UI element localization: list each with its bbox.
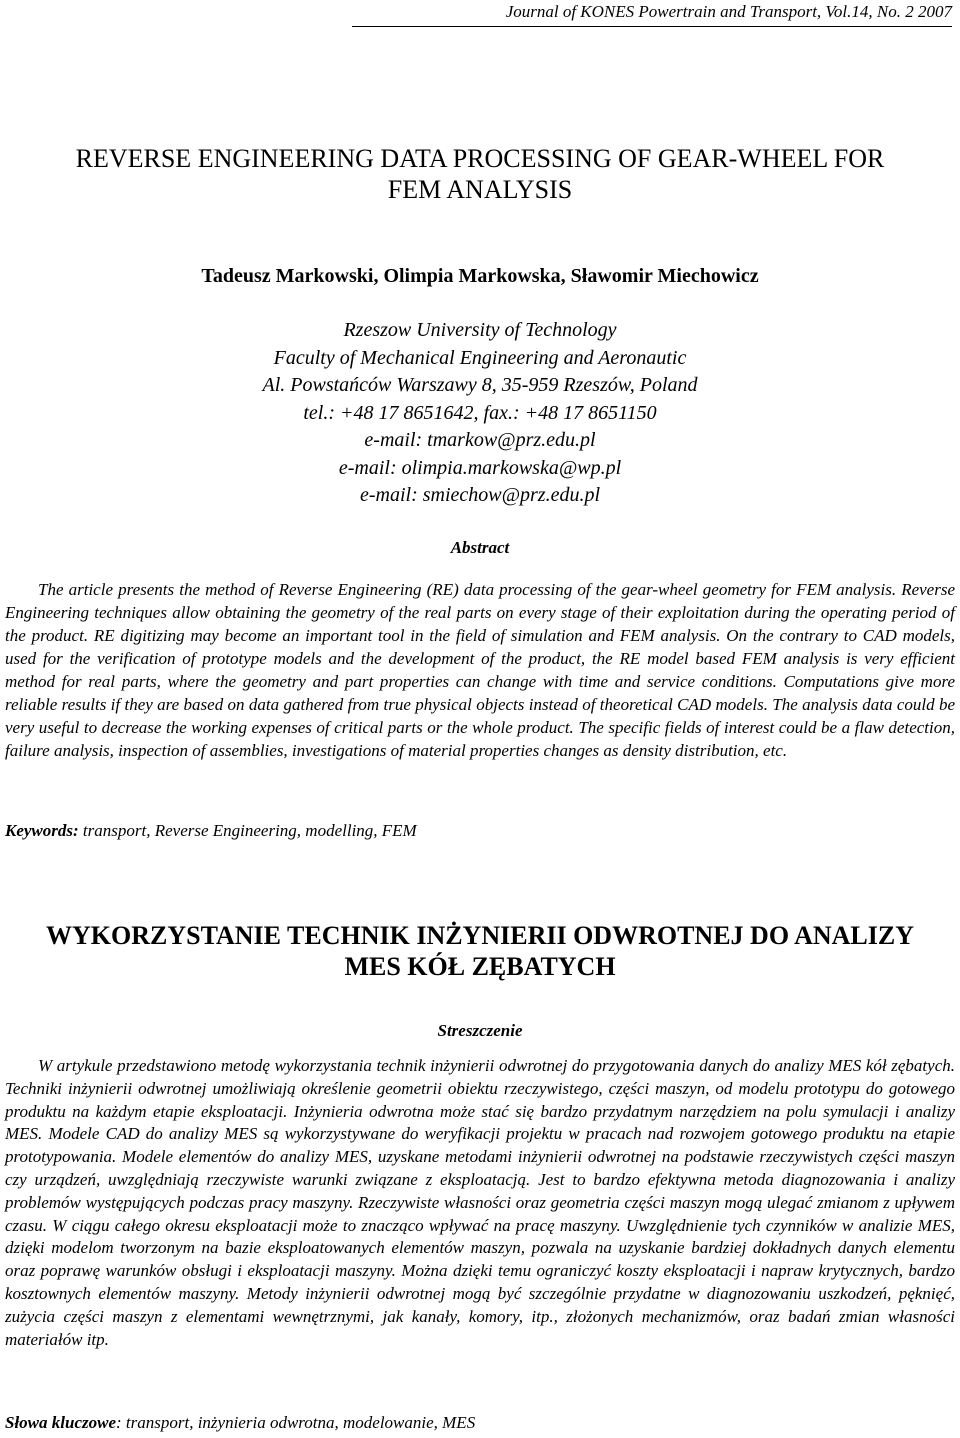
paper-title-line-2: FEM ANALYSIS (387, 175, 573, 204)
affiliation-university: Rzeszow University of Technology (343, 319, 617, 341)
streszczenie-text: W artykule przedstawiono metodę wykorzystania technik inżynierii odwrotnej do przygotowania danych do analizy MES kół zębatych. Techniki inżynierii odwrotnej umożliwiają określenie geometrii obiektu rzeczywistego, części maszyn, od modelu prototypu do gotowego produktu na każdym etapie eksploatacji. Inżynieria odwrotna może stać się bardzo przydatnym narzędziem na polu symulacji i analizy MES. Modele CAD do analizy MES są wykorzystywane do weryfikacji projektu w pracach nad rozwojem gotowego produktu na etapie prototypowania. Modele elementów do analizy MES, uzyskane metodami inżynierii odwrotnej na podstawie rzeczywistych części maszyn czy urządzeń, uwzględniają rzeczywiste warunki związane z eksploatacją. Jest to bardzo efektywna metoda diagnozowania i analizy problemów występujących podczas pracy maszyny. Rzeczywiste własności oraz geometria części maszyn mogą ulegać zmianom z upływem czasu. W ciągu całego okresu eksploatacji może to znacząco wpływać na pracę maszyny. Uwzględnienie tych czynników w analizie MES, dzięki modelom tworzonym na bazie eksploatowanych elementów maszyn, pozwala na uzyskanie bardziej dokładnych danych elementu oraz poprawę warunków obsługi i eksploatacji maszyny. Można dzięki temu ograniczyć koszty eksploatacji i napraw krytycznych, bardzo kosztownych elementów maszyny. Metody inżynierii odwrotnej mogą być szczególnie przydatne w diagnozowaniu uszkodzeń, pęknięć, zużycia części maszyn z elementami wewnętrznymi, jak kanały, komory, itp., złożonych mechanizmów, oraz badań zmian własności materiałów itp. (5, 1056, 955, 1349)
authors: Tadeusz Markowski, Olimpia Markowska, Sławomir Miechowicz (201, 265, 759, 287)
polish-title-line-1: WYKORZYSTANIE TECHNIK INŻYNIERII ODWROTNEJ DO ANALIZY (45, 921, 915, 950)
abstract-heading: Abstract (450, 538, 510, 557)
paper-title (0, 143, 960, 205)
abstract-text: The article presents the method of Reverse Engineering (RE) data processing of the gear-wheel geometry for FEM analysis. Reverse Engineering techniques allow obtaining the geometry of the real parts on every stage of their exploitation during the operating period of the product. RE digitizing may become an important tool in the field of simulation and FEM analysis. On the contrary to CAD models, used for the verification of prototype models and the development of the product, the RE model based FEM analysis is very efficient method for real parts, where the geometry and part properties can change with time and service conditions. Computations give more reliable results if they are based on data gathered from true physical objects instead of theoretical CAD models. The analysis data could be very useful to decrease the working expenses of critical parts or the whole product. The specific fields of interest could be a flaw detection, failure analysis, inspection of assemblies, investigations of material properties changes as density distribution, etc. (5, 580, 955, 760)
affiliation-phone: tel.: +48 17 8651642, fax.: +48 17 8651150 (303, 401, 657, 424)
affiliation-email-3: e-mail: smiechow@prz.edu.pl (359, 484, 601, 506)
affiliation-email-2: e-mail: olimpia.markowska@wp.pl (338, 456, 622, 479)
affiliation-address: Al. Powstańców Warszawy 8, 35-959 Rzeszów, Poland (262, 374, 698, 396)
affiliation (0, 317, 960, 510)
polish-keywords (5, 1411, 955, 1435)
polish-title-line-2: MES KÓŁ ZĘBATYCH (344, 952, 616, 981)
journal-header: Journal of KONES Powertrain and Transport, Vol.14, No. 2 2007 (352, 0, 952, 27)
paper-title-line-1: REVERSE ENGINEERING DATA PROCESSING OF GEAR-WHEEL FOR (75, 144, 885, 173)
affiliation-faculty: Faculty of Mechanical Engineering and Aeronautic (273, 346, 687, 369)
affiliation-email-1: e-mail: tmarkow@prz.edu.pl (364, 429, 596, 451)
polish-keywords-label: Słowa kluczowe (5, 1413, 116, 1432)
keywords-label: Keywords: (5, 821, 79, 840)
streszczenie-heading: Streszczenie (437, 1021, 523, 1040)
keywords-text: transport, Reverse Engineering, modelling, FEM (78, 821, 417, 840)
keywords (5, 819, 955, 843)
polish-keywords-text: : transport, inżynieria odwrotna, modelowanie, MES (116, 1413, 476, 1432)
polish-title (0, 920, 960, 982)
